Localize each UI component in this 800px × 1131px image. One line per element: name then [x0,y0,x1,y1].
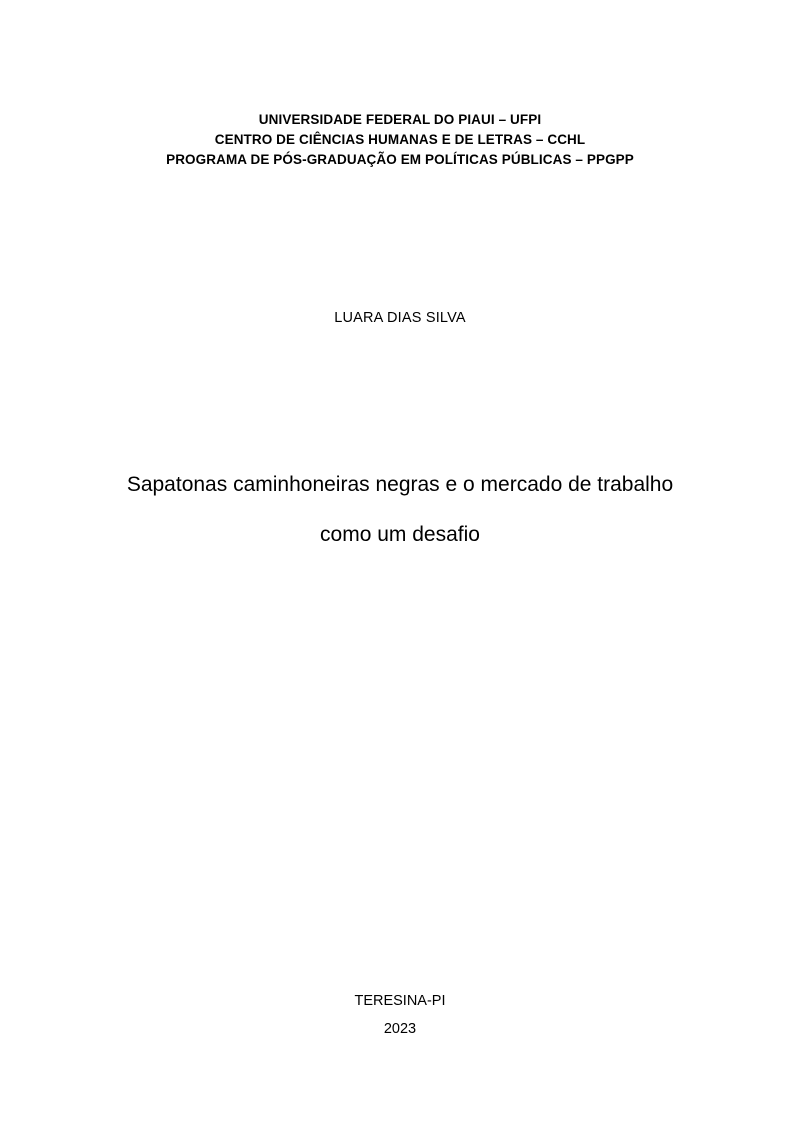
institution-header [0,110,800,170]
author-name: LUARA DIAS SILVA [334,310,466,326]
publication-place: TERESINA-PI [354,993,446,1009]
institution-line-center: CENTRO DE CIÊNCIAS HUMANAS E DE LETRAS – CCHL [214,132,586,147]
institution-line-university: UNIVERSIDADE FEDERAL DO PIAUI – UFPI [258,112,542,127]
institution-line-program: PROGRAMA DE PÓS-GRADUAÇÃO EM POLÍTICAS PÚBLICAS – PPGPP [166,152,634,167]
publication-footer [0,987,800,1043]
page-title: Sapatonas caminhoneiras negras e o mercado de trabalho como um desafio [126,473,674,546]
publication-year: 2023 [383,1021,417,1037]
